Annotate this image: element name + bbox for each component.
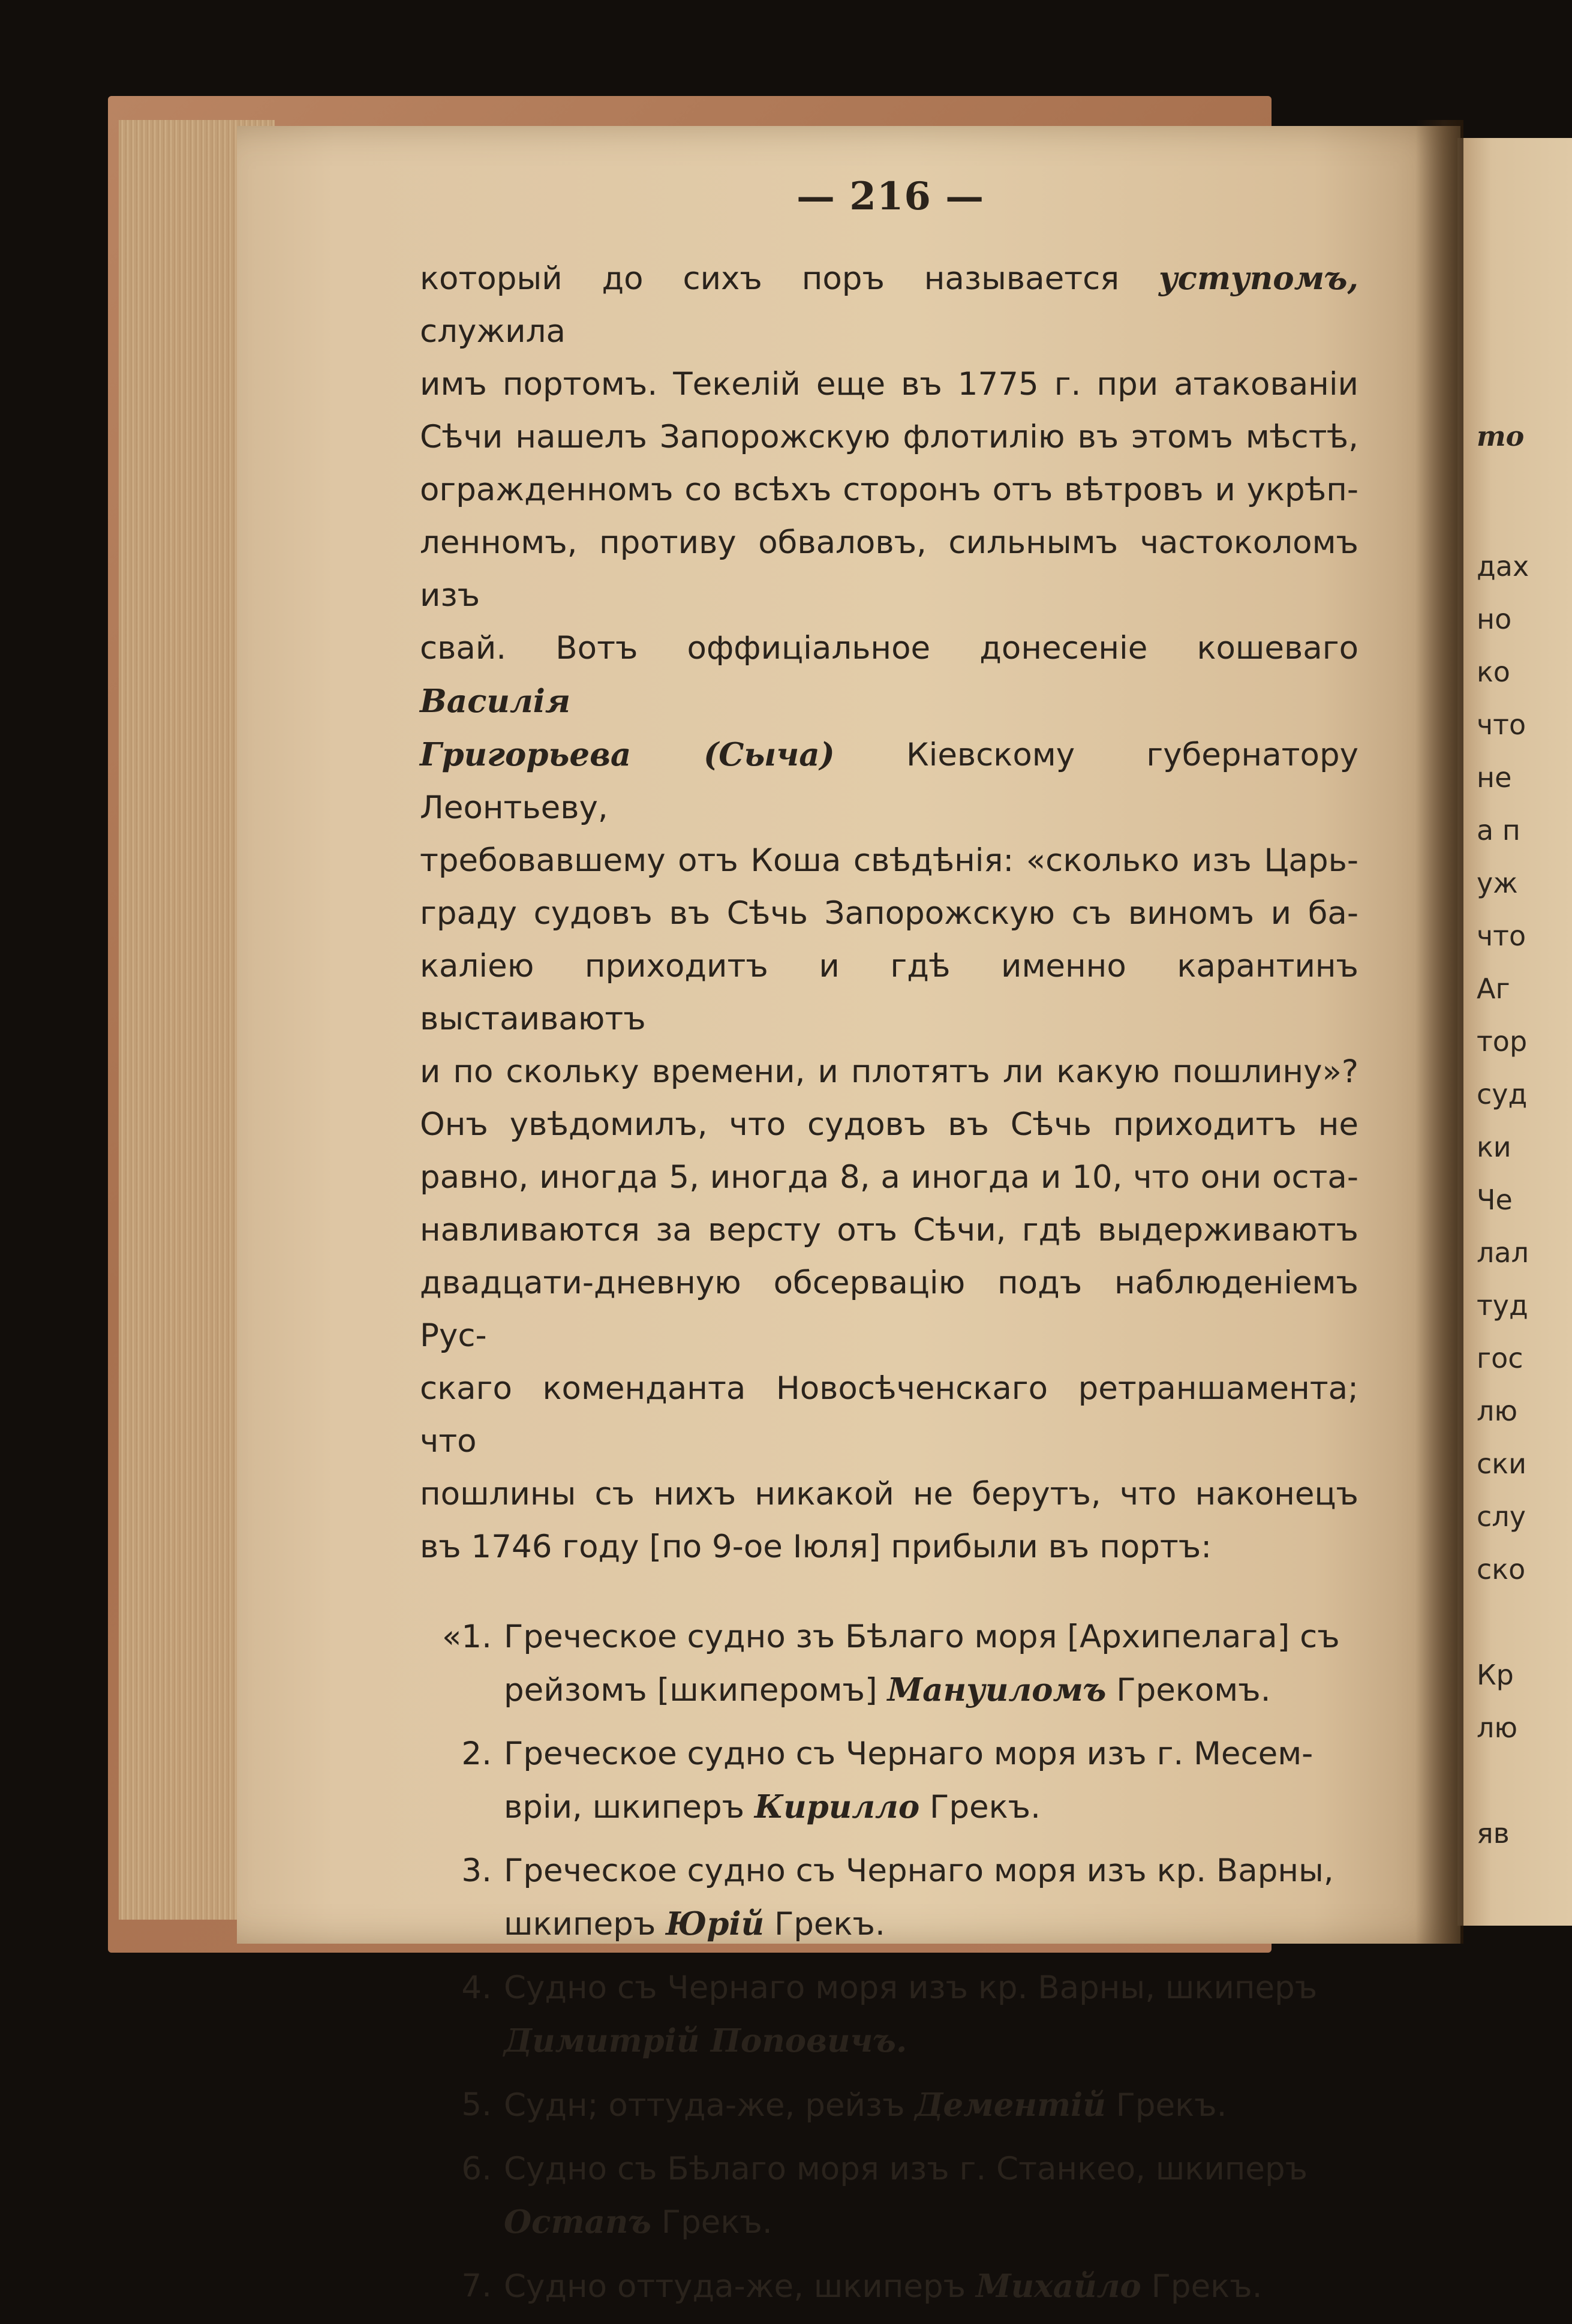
list-item xyxy=(420,2260,1358,2313)
paragraph-line xyxy=(420,834,1358,887)
text-segment: Грекъ. xyxy=(764,1906,885,1942)
paragraph-line xyxy=(420,1521,1358,1574)
list-item-line xyxy=(504,1962,1358,2014)
list-item xyxy=(420,1962,1358,2068)
italic-name: Юрій xyxy=(666,1905,765,1942)
list-item-text xyxy=(504,2260,1358,2313)
list-item-text xyxy=(504,2079,1358,2132)
paragraph-line xyxy=(420,1468,1358,1521)
paragraph-line xyxy=(420,1046,1358,1098)
list-item-number: 3. xyxy=(461,1852,492,1889)
facing-page-line: Кр xyxy=(1477,1659,1514,1691)
list-item-line xyxy=(504,1611,1358,1664)
facing-page-text xyxy=(1477,540,1572,1860)
list-item-line xyxy=(504,2079,1358,2132)
list-item-number: «1. xyxy=(442,1619,492,1655)
paragraph-line xyxy=(420,358,1358,411)
paragraph-line xyxy=(420,622,1358,728)
italic-name: Мануиломъ xyxy=(887,1671,1107,1709)
text-segment: скаго коменданта Новосѣченскаго ретраншамента; что xyxy=(420,1370,1358,1460)
text-segment: пошлины съ нихъ никакой не берутъ, что наконецъ xyxy=(420,1476,1358,1512)
italic-name: Кирилло xyxy=(754,1788,920,1825)
text-segment: и по скольку времени, и плотятъ ли какую пошлину»? xyxy=(420,1053,1358,1090)
text-segment: Греческое судно зъ Бѣлаго моря [Архипелага] съ xyxy=(504,1619,1340,1655)
list-item-line xyxy=(504,2196,1358,2249)
facing-page-line: яв xyxy=(1477,1817,1510,1849)
paragraph-line xyxy=(420,252,1358,358)
facing-page-line: уж xyxy=(1477,867,1518,899)
list-item-text xyxy=(504,2143,1358,2249)
facing-page-line: ки xyxy=(1477,1131,1511,1163)
list-item xyxy=(420,1611,1358,1717)
list-item xyxy=(420,2143,1358,2249)
list-item-line xyxy=(504,2260,1358,2313)
facing-page-line xyxy=(1477,1754,1572,1807)
text-segment: который до сихъ поръ называется xyxy=(420,260,1159,297)
facing-page-line: лю xyxy=(1477,1712,1518,1744)
facing-page-line: не xyxy=(1477,761,1512,794)
text-segment: огражденномъ со всѣхъ сторонъ отъ вѣтровъ и укрѣп- xyxy=(420,472,1358,508)
facing-page-line: туд xyxy=(1477,1289,1528,1322)
list-item-text xyxy=(504,1845,1358,1951)
text-segment: каліею приходитъ и гдѣ именно карантинъ выстаиваютъ xyxy=(420,948,1358,1037)
paragraph-line xyxy=(420,1098,1358,1151)
list-item-number: 4. xyxy=(461,1969,492,2006)
italic-name: уступомъ, xyxy=(1158,260,1358,297)
text-segment: требовавшему отъ Коша свѣдѣнія: «сколько изъ Царь- xyxy=(420,842,1358,879)
list-item-line xyxy=(504,1728,1358,1780)
facing-page-line: ско xyxy=(1477,1553,1526,1586)
ship-list xyxy=(420,1611,1358,2313)
facing-page-line: ски xyxy=(1477,1448,1526,1480)
facing-page-line: слу xyxy=(1477,1500,1526,1533)
text-segment: рейзомъ [шкиперомъ] xyxy=(504,1672,888,1709)
text-segment: Грекъ. xyxy=(919,1789,1041,1825)
text-segment: шкиперъ xyxy=(504,1906,666,1942)
facing-page-line: что xyxy=(1477,920,1526,952)
text-segment: Судно оттуда-же, шкиперъ xyxy=(504,2268,976,2305)
italic-name: Василія xyxy=(420,683,571,720)
italic-name: Григорьева (Сыча) xyxy=(420,736,835,773)
list-item xyxy=(420,1845,1358,1951)
italic-name: Дементій xyxy=(915,2086,1106,2124)
paragraph-line xyxy=(420,887,1358,940)
list-item-line xyxy=(504,1845,1358,1897)
text-segment: Греческое судно съ Чернаго моря изъ г. Месем- xyxy=(504,1736,1313,1772)
list-item xyxy=(420,2079,1358,2132)
text-segment: ленномъ, противу обваловъ, сильнымъ частоколомъ изъ xyxy=(420,524,1358,614)
text-segment: Судн; оттуда-же, рейзъ xyxy=(504,2087,915,2124)
text-segment: Греческое судно съ Чернаго моря изъ кр. Варны, xyxy=(504,1852,1334,1889)
facing-page-line: лю xyxy=(1477,1395,1518,1427)
text-segment: Грекомъ. xyxy=(1106,1672,1271,1709)
page-number: — 216 — xyxy=(796,174,985,219)
text-segment: Сѣчи нашелъ Запорожскую флотилію въ этомъ мѣстѣ, xyxy=(420,419,1358,455)
text-segment: навливаются за версту отъ Сѣчи, гдѣ выдерживаютъ xyxy=(420,1212,1358,1248)
facing-page-line: лал xyxy=(1477,1236,1529,1269)
list-item-number: 6. xyxy=(461,2151,492,2187)
text-segment: равно, иногда 5, иногда 8, а иногда и 10, что они оста- xyxy=(420,1159,1358,1196)
paragraph-line xyxy=(420,728,1358,834)
page-body xyxy=(420,252,1358,2324)
text-segment: свай. Вотъ оффиціальное донесеніе кошеваго xyxy=(420,630,1358,666)
list-item xyxy=(420,1728,1358,1834)
text-segment: въ 1746 году [по 9-ое Іюля] прибыли въ портъ: xyxy=(420,1529,1212,1565)
paragraph-line xyxy=(420,1362,1358,1468)
facing-page-italic-fragment: то xyxy=(1477,420,1525,452)
italic-name: Димитрій Поповичъ. xyxy=(504,2022,907,2059)
facing-page-line: Че xyxy=(1477,1184,1513,1216)
facing-page-line xyxy=(1477,1596,1572,1649)
paragraph-line xyxy=(420,1204,1358,1257)
text-segment: вріи, шкиперъ xyxy=(504,1789,755,1825)
facing-page-line: но xyxy=(1477,603,1512,635)
paragraph-line xyxy=(420,1151,1358,1204)
text-segment: имъ портомъ. Текелій еще въ 1775 г. при атакованіи xyxy=(420,366,1358,403)
italic-name: Остапъ xyxy=(504,2203,651,2241)
text-segment: Судно съ Бѣлаго моря изъ г. Станкео, шкиперъ xyxy=(504,2151,1308,2187)
list-item-number: 2. xyxy=(461,1736,492,1772)
main-paragraph xyxy=(420,252,1358,1574)
list-item-line xyxy=(504,2014,1358,2068)
facing-page-line: тор xyxy=(1477,1025,1528,1058)
list-item-line xyxy=(504,1897,1358,1951)
list-item-text xyxy=(504,1611,1358,1717)
text-segment: Грекъ. xyxy=(1105,2087,1227,2124)
facing-page-line: дах xyxy=(1477,550,1529,582)
list-item-text xyxy=(504,1728,1358,1834)
text-segment: граду судовъ въ Сѣчь Запорожскую съ виномъ и ба- xyxy=(420,895,1358,932)
text-segment: Кіевскому губернатору Леонтьеву, xyxy=(420,737,1358,826)
paragraph-line xyxy=(420,517,1358,622)
paragraph-line xyxy=(420,1257,1358,1362)
text-segment: двадцати-дневную обсервацію подъ наблюденіемъ Рус- xyxy=(420,1265,1358,1354)
list-item-line xyxy=(504,2143,1358,2196)
text-segment: Грекъ. xyxy=(1141,2268,1263,2305)
italic-name: Михайло xyxy=(975,2268,1141,2305)
facing-page-line: гос xyxy=(1477,1342,1523,1374)
facing-page-line: Аг xyxy=(1477,972,1510,1005)
facing-page-line: ко xyxy=(1477,656,1510,688)
facing-page-line: что xyxy=(1477,708,1526,741)
text-segment: служила xyxy=(420,313,566,350)
book-gutter xyxy=(1415,120,1463,1944)
list-item-line xyxy=(504,1780,1358,1834)
paragraph-line xyxy=(420,940,1358,1046)
facing-page-line: суд xyxy=(1477,1078,1528,1110)
text-segment: Грекъ. xyxy=(651,2204,773,2241)
text-segment: Онъ увѣдомилъ, что судовъ въ Сѣчь приходитъ не xyxy=(420,1106,1358,1143)
list-item-number: 5. xyxy=(461,2086,492,2123)
list-item-line xyxy=(504,1664,1358,1717)
paragraph-line xyxy=(420,464,1358,517)
list-item-number: 7. xyxy=(461,2268,492,2304)
facing-page-line: а п xyxy=(1477,814,1520,846)
list-item-text xyxy=(504,1962,1358,2068)
text-segment: Судно съ Чернаго моря изъ кр. Варны, шкиперъ xyxy=(504,1969,1318,2006)
paragraph-line xyxy=(420,411,1358,464)
